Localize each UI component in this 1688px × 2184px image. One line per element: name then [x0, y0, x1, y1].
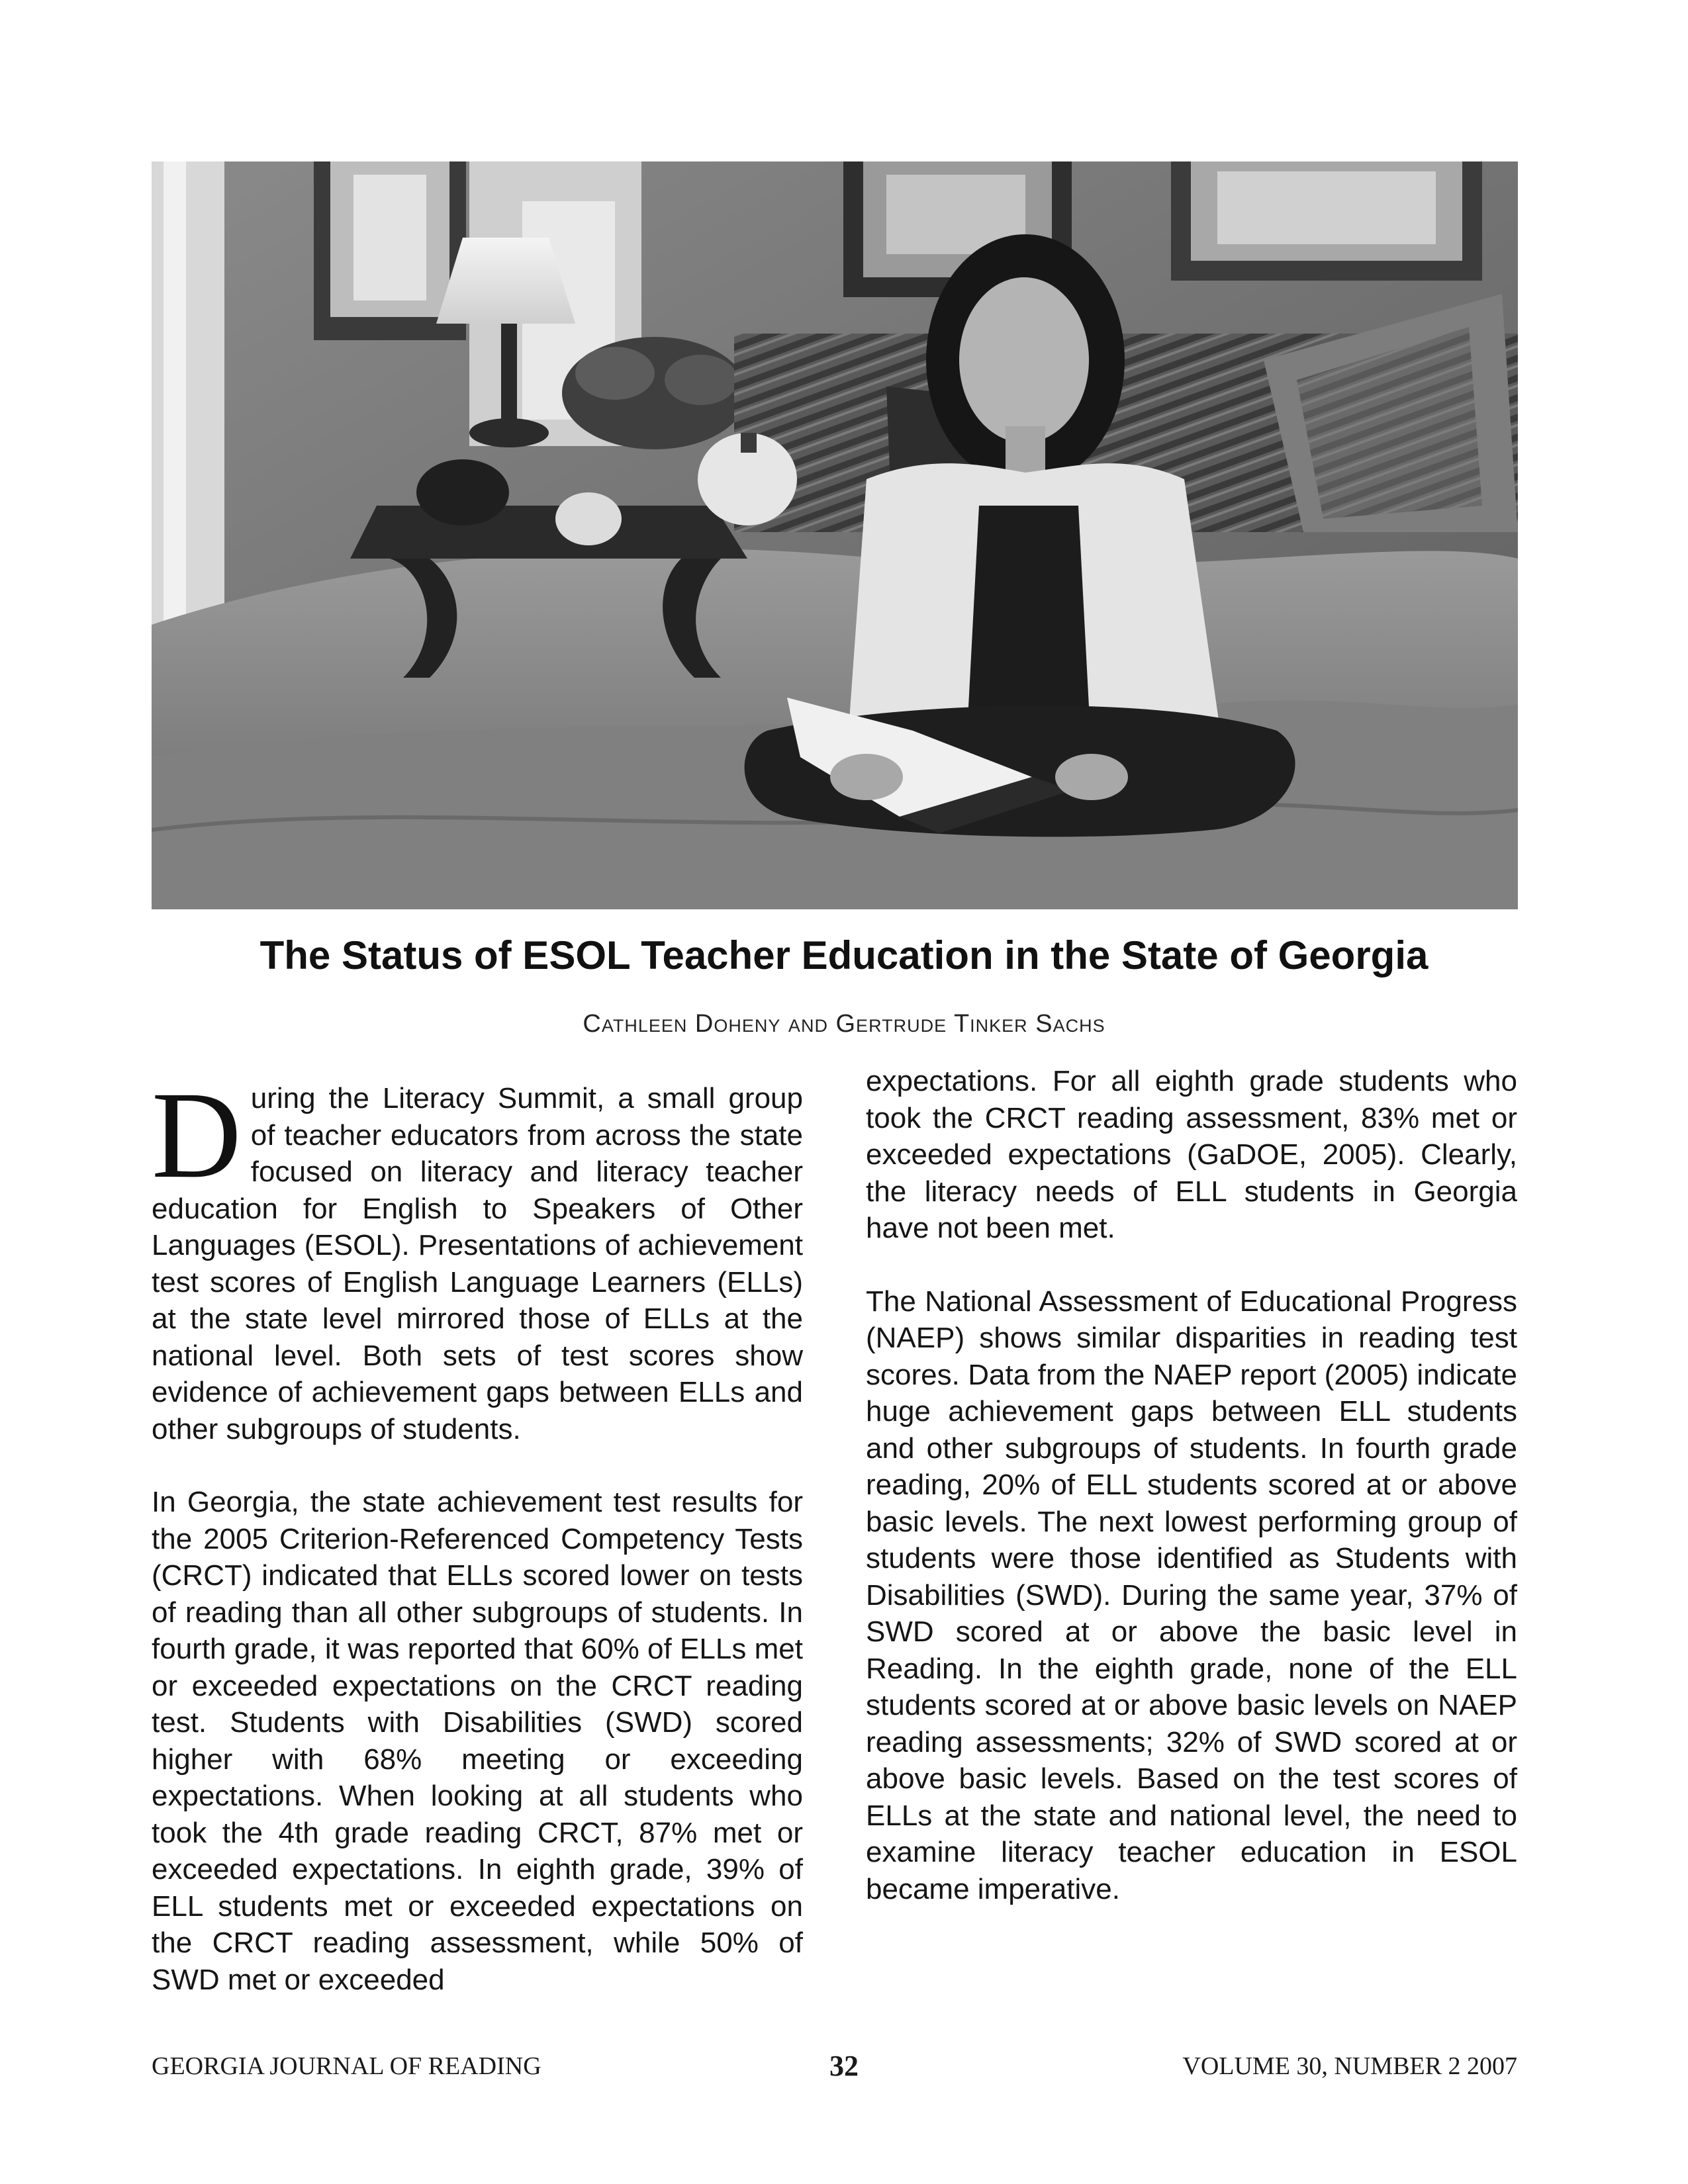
photo-illustration: [152, 161, 1518, 909]
article-photo: [152, 161, 1518, 909]
right-column: [866, 1063, 1517, 1907]
body-paragraph-1: [152, 1066, 803, 1447]
left-column: [152, 1066, 803, 1998]
footer-page-number: 32: [829, 2050, 859, 2082]
article-authors: Cathleen Doheny and Gertrude Tinker Sachs: [583, 1010, 1105, 1038]
footer-volume: VOLUME 30, NUMBER 2 2007: [1182, 2052, 1517, 2080]
article-title: The Status of ESOL Teacher Education in the State of Georgia: [259, 933, 1429, 978]
body-paragraph-4: The National Assessment of Educational Progress (NAEP) shows similar disparities in reading test scores. Data from the NAEP report (2005) indicate huge achievement gaps between ELL students and other subgroups of students. In fourth grade reading, 20% of ELL students scored at or above basic levels. The next lowest performing group of students were those identified as Students with Disabilities (SWD). During the same year, 37% of SWD scored at or above the basic level in Reading. In the eighth grade, none of the ELL students scored at or above basic levels on NAEP reading assessments; 32% of SWD scored at or above basic levels. Based on the test scores of ELLs at the state and national level, the need to examine literacy teacher education in ESOL became imperative.: [866, 1285, 1517, 1905]
body-paragraph-1-text: uring the Literacy Summit, a small group of teacher educators from across the state focused on literacy and literacy teacher education for English to Speakers of Other Languages (ESOL). Presentations of achievement test scores of English Language Learners (ELLs) at the state level mirrored those of ELLs at the national level. Both sets of test scores show evidence of achievement gaps between ELLs and other subgroups of students.: [152, 1082, 803, 1445]
body-paragraph-2: In Georgia, the state achievement test results for the 2005 Criterion-Referenced Competency Tests (CRCT) indicated that ELLs scored lower on tests of reading than all other subgroups of students. In fourth grade, it was reported that 60% of ELLs met or exceeded expectations on the CRCT reading test. Students with Disabilities (SWD) scored higher with 68% meeting or exceeding expectations. When looking at all students who took the 4th grade reading CRCT, 87% met or exceeded expectations. In eighth grade, 39% of ELL students met or exceeded expectations on the CRCT reading assessment, while 50% of SWD met or exceeded: [152, 1486, 803, 1996]
body-paragraph-3: expectations. For all eighth grade students who took the CRCT reading assessment, 83% met or exceeded expectations (GaDOE, 2005). Clearly, the literacy needs of ELL students in Georgia have not been met.: [866, 1065, 1517, 1244]
drop-cap: D: [152, 1066, 242, 1204]
footer-journal-name: GEORGIA JOURNAL OF READING: [152, 2052, 541, 2080]
